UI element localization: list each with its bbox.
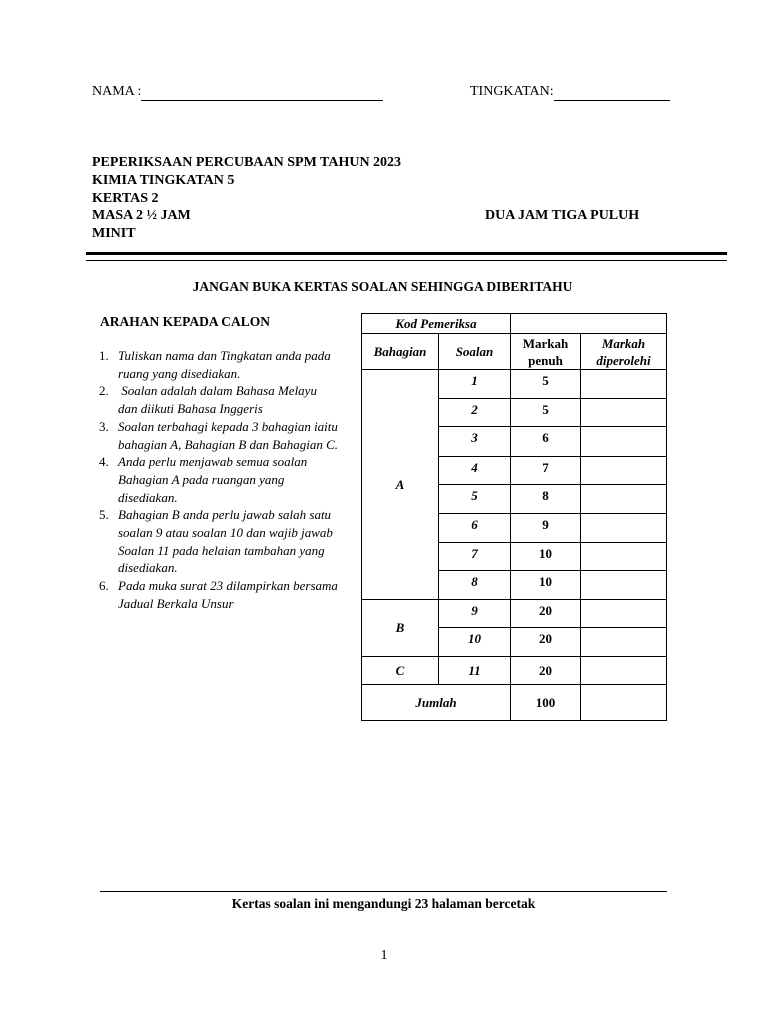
page-number: 1 <box>380 948 388 963</box>
duration-short: MASA 2 ½ JAM <box>92 208 191 223</box>
list-item-text: Soalan adalah dalam Bahasa Melayu dan diikuti Bahasa Inggeris <box>118 383 321 417</box>
list-item-text: Soalan terbahagi kepada 3 bahagian iaitu bahagian A, Bahagian B dan Bahagian C. <box>118 418 339 452</box>
table-row <box>362 600 667 628</box>
list-item-number: 4. <box>99 454 109 470</box>
marks-obtained-cell[interactable] <box>581 485 667 514</box>
empty-cell <box>511 314 667 334</box>
list-item-number: 3. <box>99 418 109 434</box>
list-item <box>99 506 339 577</box>
marks-obtained-cell[interactable] <box>581 514 667 543</box>
duration-words-continued: MINIT <box>92 226 136 241</box>
marks-obtained-cell[interactable] <box>581 600 667 628</box>
question-number: 9 <box>439 600 511 628</box>
table-row <box>362 370 667 399</box>
exam-title: PEPERIKSAAN PERCUBAAN SPM TAHUN 2023 <box>92 155 402 170</box>
list-item-text: Pada muka surat 23 dilampirkan bersama Jadual Berkala Unsur <box>118 578 338 611</box>
duration-words: DUA JAM TIGA PULUH <box>485 208 640 223</box>
marks-obtained-cell[interactable] <box>581 427 667 457</box>
marks-table <box>361 313 667 721</box>
list-item <box>99 577 339 612</box>
thin-divider <box>86 260 727 261</box>
full-marks: 10 <box>511 571 581 600</box>
question-number: 8 <box>439 571 511 600</box>
col-header-soalan: Soalan <box>439 334 511 370</box>
marks-obtained-cell[interactable] <box>581 399 667 427</box>
name-field <box>92 84 383 101</box>
form-blank-line[interactable] <box>554 84 670 101</box>
name-label: NAMA : <box>92 84 142 99</box>
list-item <box>99 347 339 382</box>
form-field <box>470 84 670 101</box>
question-number: 4 <box>439 457 511 485</box>
total-marks-obtained-cell[interactable] <box>581 685 667 721</box>
marks-obtained-cell[interactable] <box>581 457 667 485</box>
name-blank-line[interactable] <box>141 84 383 101</box>
list-item-text: Anda perlu menjawab semua soalan Bahagian A pada ruangan yang disediakan. <box>118 454 308 505</box>
full-marks: 8 <box>511 485 581 514</box>
list-item-text: Bahagian B anda perlu jawab salah satu soalan 9 atau soalan 10 dan wajib jawab Soalan 11 pada helaian tambahan yang disediakan. <box>118 507 333 576</box>
col-header-markah-diperolehi: Markah diperolehi <box>581 334 667 370</box>
table-row <box>362 314 667 334</box>
question-number: 2 <box>439 399 511 427</box>
full-marks: 20 <box>511 657 581 685</box>
list-item-number: 2. <box>99 383 109 399</box>
instructions-list <box>99 347 339 613</box>
instructions-title: ARAHAN KEPADA CALON <box>100 314 271 329</box>
do-not-open-warning: JANGAN BUKA KERTAS SOALAN SEHINGGA DIBERITAHU <box>192 279 573 294</box>
question-number: 6 <box>439 514 511 543</box>
question-number: 7 <box>439 543 511 571</box>
table-row <box>362 685 667 721</box>
col-header-bahagian: Bahagian <box>362 334 439 370</box>
list-item-text: Tuliskan nama dan Tingkatan anda pada ruang yang disediakan. <box>118 348 331 381</box>
full-marks: 5 <box>511 399 581 427</box>
question-number: 1 <box>439 370 511 399</box>
total-full-marks: 100 <box>511 685 581 721</box>
full-marks: 5 <box>511 370 581 399</box>
question-number: 5 <box>439 485 511 514</box>
thick-divider <box>86 252 727 255</box>
full-marks: 7 <box>511 457 581 485</box>
section-b-cell: B <box>362 600 439 657</box>
question-number: 11 <box>439 657 511 685</box>
full-marks: 20 <box>511 628 581 657</box>
col-header-markah-penuh: Markah penuh <box>511 334 581 370</box>
table-row <box>362 657 667 685</box>
full-marks: 6 <box>511 427 581 457</box>
question-number: 3 <box>439 427 511 457</box>
full-marks: 9 <box>511 514 581 543</box>
list-item-number: 1. <box>99 348 109 363</box>
list-item-number: 6. <box>99 578 109 594</box>
full-marks: 20 <box>511 600 581 628</box>
marks-obtained-cell[interactable] <box>581 543 667 571</box>
table-row <box>362 334 667 370</box>
question-number: 10 <box>439 628 511 657</box>
total-label: Jumlah <box>362 685 511 721</box>
list-item-number: 5. <box>99 507 109 523</box>
marks-obtained-cell[interactable] <box>581 571 667 600</box>
page-count-note: Kertas soalan ini mengandungi 23 halaman bercetak <box>231 896 536 911</box>
list-item <box>99 418 339 453</box>
paper-number: KERTAS 2 <box>92 191 159 206</box>
form-label: TINGKATAN: <box>470 84 554 99</box>
footer-divider <box>100 891 667 892</box>
marks-obtained-cell[interactable] <box>581 370 667 399</box>
section-a-cell: A <box>362 370 439 600</box>
marks-obtained-cell[interactable] <box>581 657 667 685</box>
subject-title: KIMIA TINGKATAN 5 <box>92 173 235 188</box>
examiner-code-header: Kod Pemeriksa <box>362 314 511 334</box>
marks-obtained-cell[interactable] <box>581 628 667 657</box>
list-item <box>99 382 339 417</box>
list-item <box>99 453 339 506</box>
section-c-cell: C <box>362 657 439 685</box>
full-marks: 10 <box>511 543 581 571</box>
